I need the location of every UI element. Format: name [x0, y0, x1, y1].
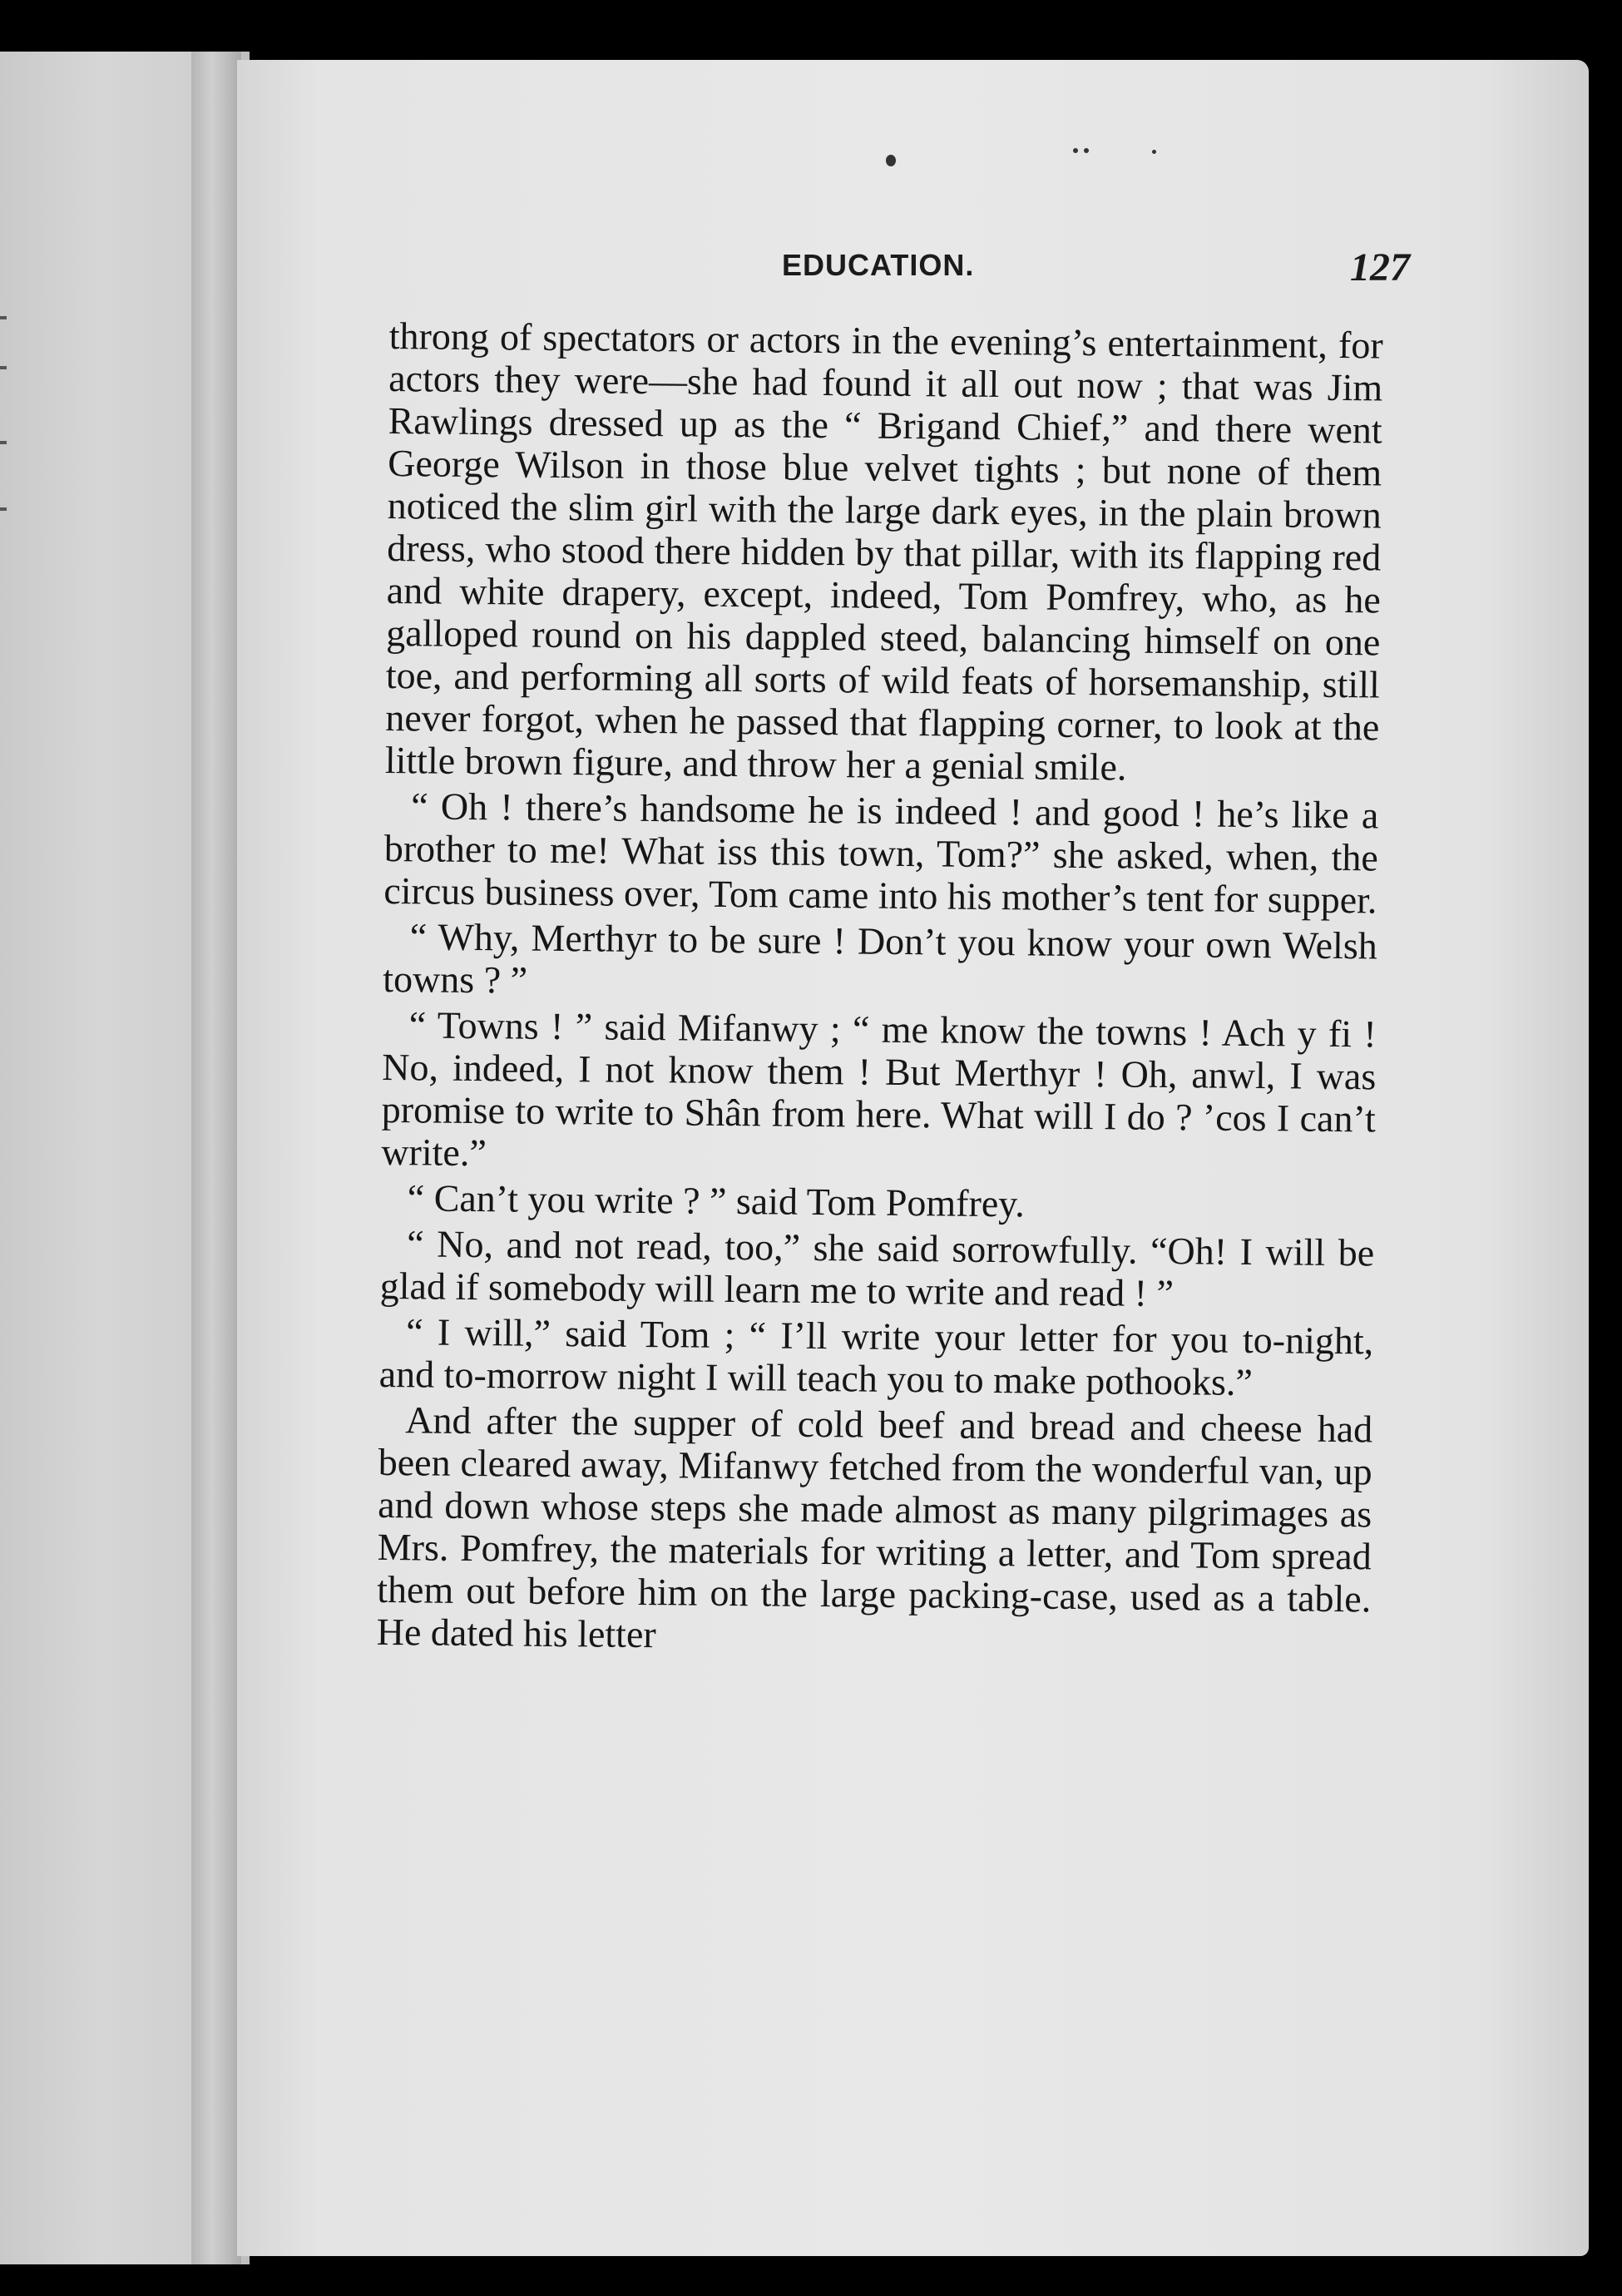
paragraph: And after the supper of cold beef and bread and cheese had been cleared away, Mifanwy fetched from the wonderful van, up and down whose steps she made almost as many pilgrimages as Mrs. Pomfrey, the materials for writing a letter, and Tom spread them out before him on the large packing-case, used as a table. He dated his letter: [376, 1398, 1373, 1656]
margin-marks: [0, 316, 12, 532]
body-text: [377, 314, 1383, 1662]
paragraph: “ Oh ! there’s handsome he is indeed ! and good ! he’s like a brother to me! What iss this town, Tom?” she asked, when, the circus business over, Tom came into his mother’s tent for supper.: [383, 784, 1379, 922]
paragraph: “ Why, Merthyr to be sure ! Don’t you know your own Welsh towns ? ”: [383, 915, 1378, 1002]
paragraph: “ I will,” said Tom ; “ I’ll write your letter for you to-night, and to-morrow night I will teach you to make pothooks.”: [378, 1310, 1374, 1404]
paragraph: “ No, and not read, too,” she said sorrowfully. “Oh! I will be glad if somebody will learn me to write and read ! ”: [379, 1222, 1375, 1315]
ink-specks: [886, 143, 1185, 176]
page-header: [387, 245, 1410, 298]
page-number: 127: [1350, 245, 1410, 289]
paragraph: “ Towns ! ” said Mifanwy ; “ me know the towns ! Ach y fi ! No, indeed, I not know them ! But Merthyr ! Oh, anwl, I was promise to write to Shân from here. What will I do ? ’cos I can’t write.”: [381, 1003, 1377, 1175]
running-head: EDUCATION.: [782, 248, 975, 282]
paragraph: throng of spectators or actors in the evening’s entertainment, for actors they were—she had found it all out now ; that was Jim Rawlings dressed up as the “ Brigand Chief,” and there went George Wilson in those blue velvet tights ; but none of them noticed the slim girl with the large dark eyes, in the plain brown dress, who stood there hidden by that pillar, with its flapping red and white drapery, except, indeed, Tom Pomfrey, who, as he galloped round on his dappled steed, balancing himself on one toe, and performing all sorts of wild feats of horsemanship, still never forgot, when he passed that flapping corner, to look at the little brown figure, and throw her a genial smile.: [384, 314, 1383, 789]
paragraph: “ Can’t you write ? ” said Tom Pomfrey.: [407, 1176, 1026, 1225]
book-gutter: [191, 52, 241, 2264]
